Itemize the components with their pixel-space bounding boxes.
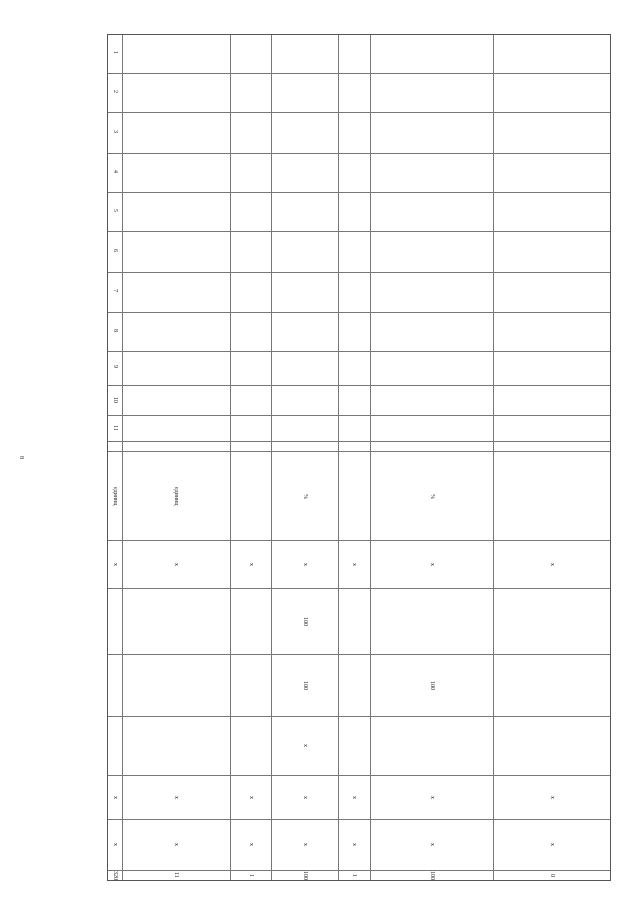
column-header: 4 [112,169,118,173]
table-cell: 0 [548,873,555,877]
column-header: 3 [112,129,118,133]
budget-table [107,34,611,881]
table-row-divider [108,272,610,273]
table-cell: 100 [301,680,308,690]
table-cell: x [247,843,254,846]
table-cell: x [301,562,308,566]
page-number-text: 8 [18,456,24,459]
table-cell: x [301,744,308,747]
table-cell: % [428,494,435,499]
table-row-divider [108,870,610,871]
table-column-divider [230,35,231,880]
table-cell: 100 [428,680,435,690]
table-cell: единиц [173,486,179,505]
column-header: 7 [112,289,118,292]
table-cell: x [351,795,357,799]
table-column-divider [493,35,494,880]
table-cell: 1 [247,873,254,877]
table-row-divider [108,819,610,820]
table-cell: % [301,494,308,499]
table-cell: 100 [428,870,435,880]
table-row-divider [108,441,610,442]
table-cell: x [112,562,118,566]
table-row-divider [108,540,610,541]
table-row-divider [108,73,610,74]
table-cell: 100 [301,870,308,880]
table-column-divider [370,35,371,880]
table-row-divider [108,351,610,352]
table-row-divider [108,775,610,776]
table-cell: x [548,562,555,566]
column-header: 9 [112,365,118,368]
table-cell: x [351,843,357,846]
table-cell: x [112,843,118,846]
table-cell: x [428,562,435,566]
table-row-divider [108,231,610,232]
table-cell: 100 [301,616,308,626]
table-cell: x [247,562,254,566]
table-cell: x [548,843,555,846]
table-row-divider [108,451,610,452]
table-cell: x [301,843,308,846]
column-header: 5 [112,208,118,212]
table-row-divider [108,153,610,154]
column-header: 10 [112,397,118,403]
table-cell: x [173,843,179,846]
table-column-divider [271,35,272,880]
table-cell: x [112,795,118,799]
table-cell: единиц [112,486,118,505]
table-cell: 11 [173,872,179,878]
column-header: 11 [112,425,118,431]
column-header: 8 [112,328,118,332]
table-cell: x [548,795,555,799]
table-row-divider [108,192,610,193]
table-row-divider [108,385,610,386]
table-column-divider [338,35,339,880]
table-cell: 320 [112,870,118,880]
table-row-divider [108,716,610,717]
table-cell: x [428,843,435,846]
table-cell: x [247,795,254,799]
table-column-divider [122,35,123,880]
table-row-divider [108,312,610,313]
table-cell: x [173,562,179,566]
table-cell: x [301,795,308,799]
table-row-divider [108,112,610,113]
table-cell: x [351,562,357,566]
table-cell: x [428,795,435,799]
table-cell: x [173,795,179,799]
column-header: 2 [112,89,118,93]
table-row-divider [108,654,610,655]
table-row-divider [108,415,610,416]
column-header: 6 [112,248,118,252]
table-cell: 1 [351,873,357,877]
table-row-divider [108,588,610,589]
column-header: 1 [112,51,118,54]
